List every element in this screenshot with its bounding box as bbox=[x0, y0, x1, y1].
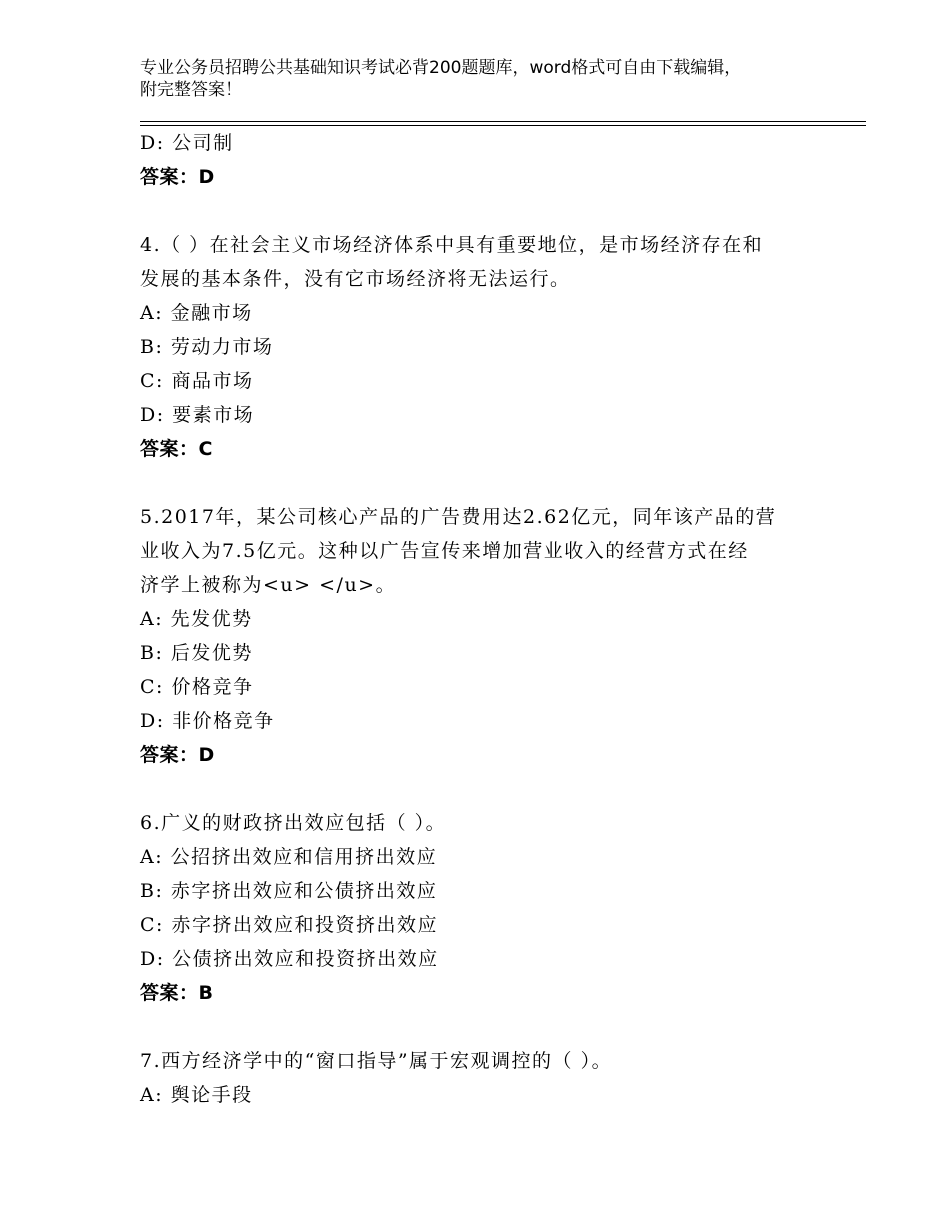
option-c: C: 价格竞争 bbox=[140, 676, 254, 698]
option-c: C: 商品市场 bbox=[140, 370, 254, 392]
option-a: A: 金融市场 bbox=[140, 302, 253, 324]
question-list bbox=[140, 126, 840, 1112]
option-b: B: 劳动力市场 bbox=[140, 336, 274, 358]
question-5-text-cont: 济学上被称为<u> </u>。 bbox=[140, 574, 397, 596]
option-d: D: 公债挤出效应和投资挤出效应 bbox=[140, 948, 439, 970]
option-a: A: 舆论手段 bbox=[140, 1084, 253, 1106]
question-4-text-cont: 发展的基本条件，没有它市场经济将无法运行。 bbox=[140, 268, 571, 290]
answer-line: 答案：D bbox=[140, 744, 215, 766]
page-header bbox=[140, 57, 840, 101]
question-5-text-cont: 业收入为7.5亿元。这种以广告宣传来增加营业收入的经营方式在经 bbox=[140, 540, 749, 562]
option-b: B: 后发优势 bbox=[140, 642, 253, 664]
option-b: B: 赤字挤出效应和公债挤出效应 bbox=[140, 880, 438, 902]
answer-line: 答案：D bbox=[140, 166, 215, 188]
option-d: D: 公司制 bbox=[140, 132, 234, 154]
question-5-text: 5.2017年，某公司核心产品的广告费用达2.62亿元，同年该产品的营 bbox=[140, 506, 777, 528]
question-6-text: 6.广义的财政挤出效应包括（ ）。 bbox=[140, 812, 447, 834]
question-4-text: 4.（ ）在社会主义市场经济体系中具有重要地位，是市场经济存在和 bbox=[140, 234, 764, 256]
header-line-2: 附完整答案！ bbox=[140, 80, 242, 100]
option-d: D: 非价格竞争 bbox=[140, 710, 275, 732]
spacer bbox=[140, 466, 840, 500]
header-line-1: 专业公务员招聘公共基础知识考试必背200题题库，word格式可自由下载编辑， bbox=[140, 58, 742, 78]
option-a: A: 先发优势 bbox=[140, 608, 253, 630]
answer-line: 答案：B bbox=[140, 982, 214, 1004]
option-a: A: 公招挤出效应和信用挤出效应 bbox=[140, 846, 438, 868]
header-divider-top bbox=[140, 121, 866, 122]
option-d: D: 要素市场 bbox=[140, 404, 255, 426]
spacer bbox=[140, 194, 840, 228]
question-7-text: 7.西方经济学中的“窗口指导”属于宏观调控的（ ）。 bbox=[140, 1050, 613, 1072]
spacer bbox=[140, 1010, 840, 1044]
spacer bbox=[140, 772, 840, 806]
option-c: C: 赤字挤出效应和投资挤出效应 bbox=[140, 914, 438, 936]
answer-line: 答案：C bbox=[140, 438, 213, 460]
